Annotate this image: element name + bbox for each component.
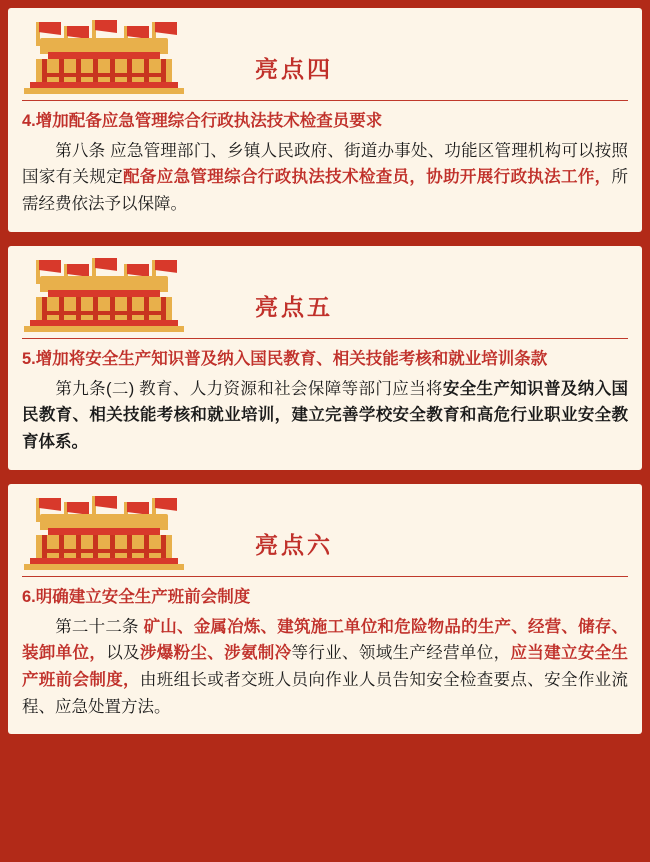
card-header [22,256,628,334]
tiananmen-emblem-icon [22,494,197,572]
section-heading: 4.增加配备应急管理综合行政执法技术检查员要求 [22,112,383,130]
body-part-bold: 安全生产知识普及纳入国民教育、相关技能考核和就业培训， [22,379,629,425]
tiananmen-emblem-icon [22,256,197,334]
badge-title: 亮点六 [255,531,333,558]
section-heading: 6.明确建立安全生产班前会制度 [22,587,251,606]
tiananmen-emblem-icon [22,18,197,96]
body-part: 由班组长或者交班人员向作业人员告知安全检查要点、安全作业流程、应急处置方法。 [22,671,629,716]
highlight-card-5 [8,246,642,470]
section-body [22,138,628,218]
body-part: 第二十二条 [55,617,144,636]
section-heading: 5.增加将安全生产知识普及纳入国民教育、相关技能考核和就业培训条款 [22,349,548,368]
body-part-highlight: 配备应急管理综合行政执法技术检查员，协助开展行政执法工作， [123,168,612,187]
card-header [22,18,628,96]
body-part: 第九条(二) 教育、人力资源和社会保障等部门应当将 [55,379,443,398]
divider [22,576,628,577]
body-part-highlight: 矿山、金属冶炼、建筑施工单位和危险物品的生产、经营、储存、装卸单位， [22,617,629,663]
card-header [22,494,628,572]
badge-title: 亮点四 [255,56,333,82]
body-part: 等行业、领域生产经营单位， [291,644,511,663]
body-part: 以及 [106,644,140,663]
body-part-bold: 建立完善学校安全教育和高危行业职业安全教育体系。 [22,406,629,452]
badge-title: 亮点五 [255,293,333,320]
divider [22,100,628,101]
body-part: 所需经费依法予以保障。 [22,168,629,214]
section-body [22,614,628,721]
body-part: 第八条 应急管理部门、乡镇人民政府、街道办事处、功能区管理机构可以按照国家有关规定 [22,141,628,187]
highlight-card-6 [8,484,642,735]
highlight-card-4 [8,8,642,232]
body-part-highlight: 应当建立安全生产班前会制度， [22,644,629,689]
section-body [22,376,628,456]
divider [22,338,628,339]
body-part-highlight: 涉爆粉尘、涉氨制冷 [139,644,292,663]
